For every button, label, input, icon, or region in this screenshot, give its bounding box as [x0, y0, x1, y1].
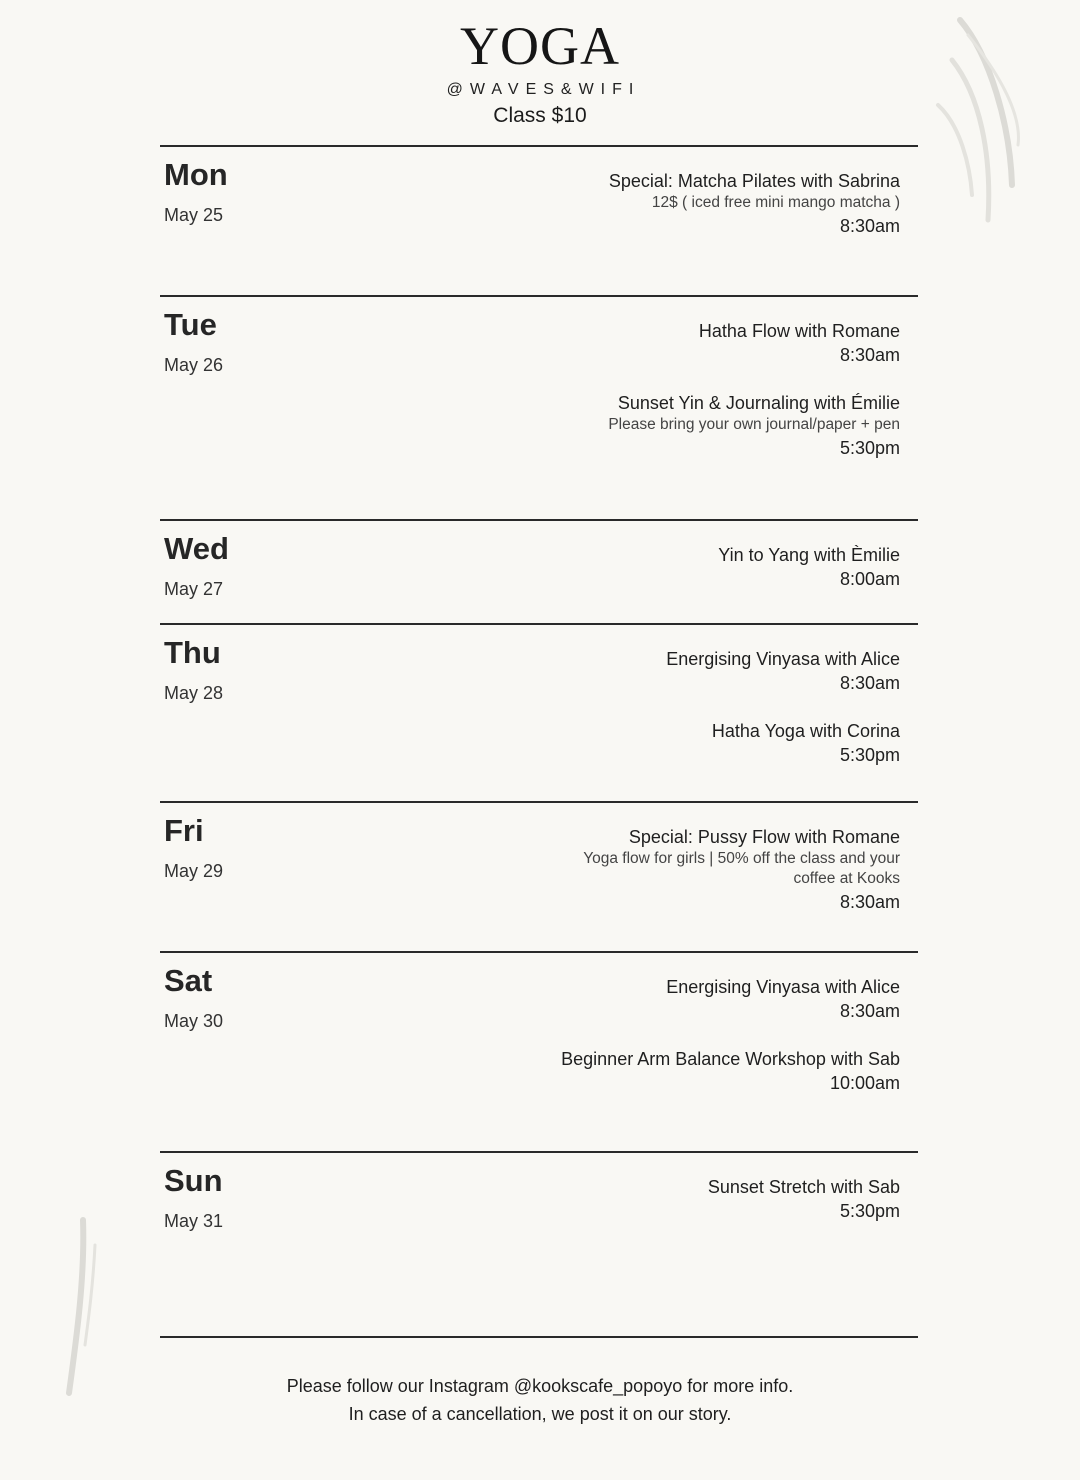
- class-item: [560, 648, 900, 694]
- class-item: [560, 1048, 900, 1094]
- day-date: May 27: [164, 579, 224, 599]
- day-name: Mon: [164, 157, 228, 192]
- class-item: [560, 826, 900, 913]
- class-item: [560, 1176, 900, 1222]
- class-list: [560, 826, 900, 939]
- day-name: Tue: [164, 307, 217, 342]
- class-list: [560, 648, 900, 792]
- day-date: May 31: [164, 1211, 224, 1231]
- class-price: Class $10: [493, 104, 587, 127]
- day-date: May 25: [164, 205, 224, 225]
- class-name: Sunset Stretch with Sab: [707, 1177, 900, 1197]
- day-date: May 26: [164, 355, 224, 375]
- day-section-wed: [160, 519, 918, 623]
- class-time: 5:30pm: [839, 745, 900, 765]
- footer-instagram-note: Please follow our Instagram @kookscafe_popoyo for more info.: [286, 1376, 794, 1396]
- day-date: May 28: [164, 683, 224, 703]
- class-item: [560, 170, 900, 237]
- day-section-mon: [160, 145, 918, 295]
- class-time: 8:30am: [839, 345, 900, 365]
- class-item: [560, 320, 900, 366]
- class-time: 5:30pm: [839, 1201, 900, 1221]
- brand-handle: @WAVES&WIFI: [446, 81, 641, 98]
- footer-divider: [160, 1336, 918, 1338]
- class-time: 8:30am: [839, 1001, 900, 1021]
- class-name: Energising Vinyasa with Alice: [666, 977, 900, 997]
- class-list: [560, 976, 900, 1120]
- class-time: 8:30am: [839, 892, 900, 912]
- class-list: [560, 1176, 900, 1248]
- class-list: [560, 544, 900, 616]
- day-name: Sun: [164, 1163, 223, 1198]
- class-name: Sunset Yin & Journaling with Émilie: [617, 393, 900, 413]
- footer-cancellation-note: In case of a cancellation, we post it on our story.: [348, 1404, 732, 1424]
- day-section-tue: [160, 295, 918, 519]
- class-time: 5:30pm: [839, 438, 900, 458]
- class-time: 8:00am: [839, 569, 900, 589]
- class-item: [560, 720, 900, 766]
- day-name: Wed: [164, 531, 229, 566]
- day-section-thu: [160, 623, 918, 801]
- class-time: 8:30am: [839, 216, 900, 236]
- class-list: [560, 320, 900, 485]
- day-section-fri: [160, 801, 918, 951]
- class-note: Yoga flow for girls | 50% off the class and your coffee at Kooks: [583, 850, 900, 887]
- class-name: Special: Pussy Flow with Romane: [628, 827, 900, 847]
- class-item: [560, 544, 900, 590]
- class-name: Hatha Flow with Romane: [698, 321, 900, 341]
- day-section-sun: [160, 1151, 918, 1333]
- class-name: Hatha Yoga with Corina: [711, 721, 900, 741]
- class-item: [560, 392, 900, 459]
- day-date: May 30: [164, 1011, 224, 1031]
- class-name: Beginner Arm Balance Workshop with Sab: [561, 1049, 900, 1069]
- day-section-sat: [160, 951, 918, 1151]
- day-name: Sat: [164, 963, 213, 998]
- class-name: Energising Vinyasa with Alice: [666, 649, 900, 669]
- day-date: May 29: [164, 861, 224, 881]
- class-note: 12$ ( iced free mini mango matcha ): [651, 194, 900, 211]
- class-note: Please bring your own journal/paper + pen: [608, 416, 900, 433]
- day-name: Thu: [164, 635, 221, 670]
- class-name: Yin to Yang with Èmilie: [718, 545, 900, 565]
- class-item: [560, 976, 900, 1022]
- day-name: Fri: [164, 813, 204, 848]
- class-list: [560, 170, 900, 263]
- page-title: YOGA: [460, 16, 620, 76]
- class-time: 10:00am: [829, 1073, 900, 1093]
- class-name: Special: Matcha Pilates with Sabrina: [608, 171, 900, 191]
- class-time: 8:30am: [839, 673, 900, 693]
